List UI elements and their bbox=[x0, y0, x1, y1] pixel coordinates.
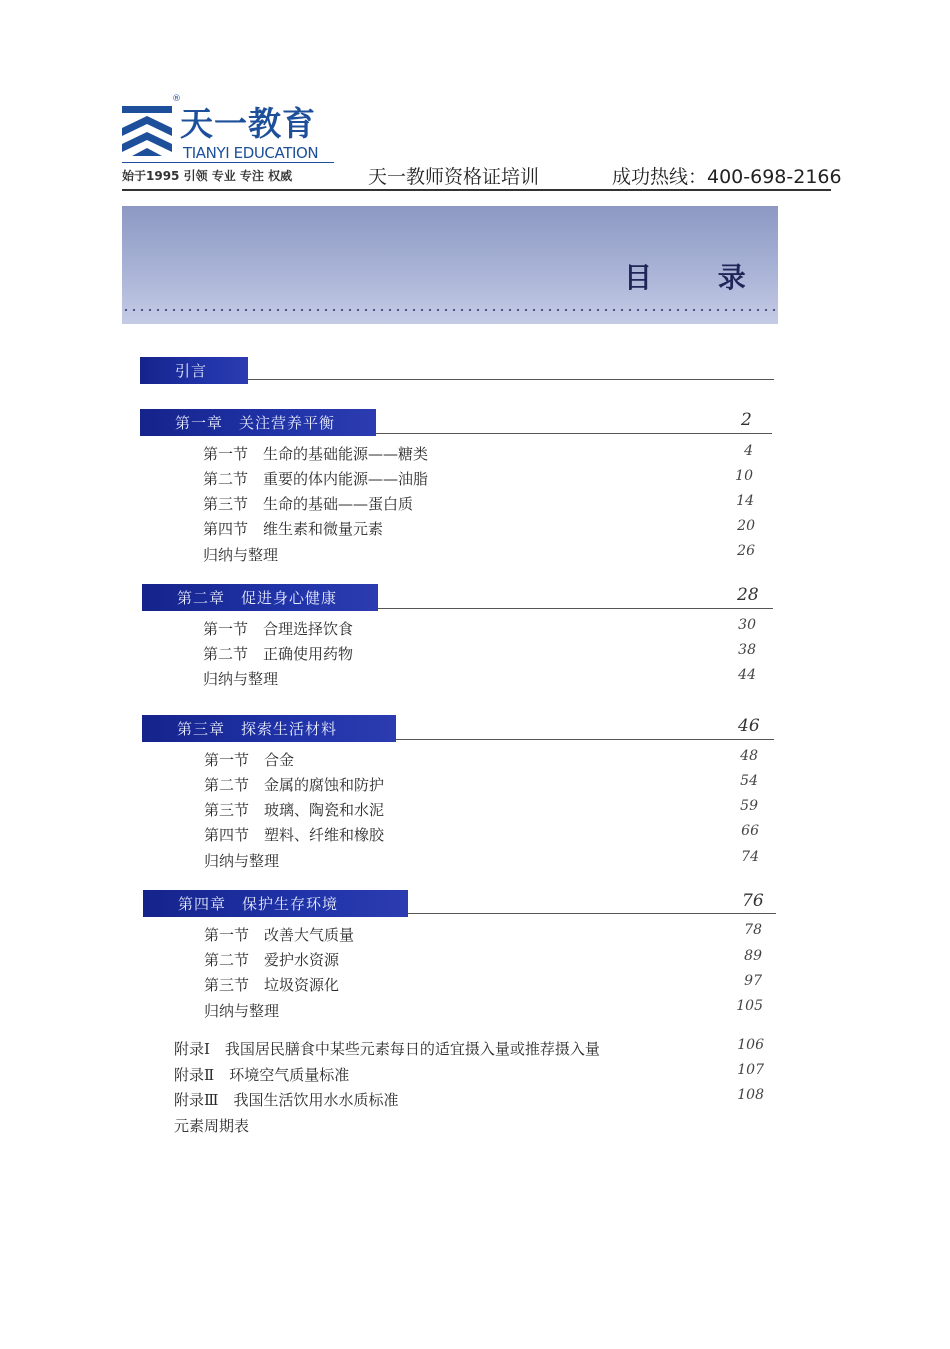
chapter-3-bar bbox=[142, 715, 396, 742]
section-label: 第二节 重要的体内能源——油脂 bbox=[203, 470, 429, 488]
chapter-2-rule bbox=[378, 608, 773, 609]
chapter-2-label: 第二章 促进身心健康 bbox=[177, 589, 338, 607]
section-label: 第二节 爱护水资源 bbox=[204, 951, 340, 969]
section-label: 归纳与整理 bbox=[203, 546, 279, 564]
hotline-text: 成功热线：400-698-2166 bbox=[612, 166, 842, 188]
appendix-page: 108 bbox=[737, 1087, 764, 1103]
appendix-label: 元素周期表 bbox=[174, 1117, 250, 1135]
tianyi-logo-icon bbox=[122, 104, 172, 160]
chapter-3-label: 第三章 探索生活材料 bbox=[177, 720, 338, 738]
section-label: 第四节 塑料、纤维和橡胶 bbox=[204, 826, 385, 844]
section-label: 第三节 生命的基础——蛋白质 bbox=[203, 495, 414, 513]
chapter-4-page: 76 bbox=[742, 891, 764, 911]
section-label: 第四节 维生素和微量元素 bbox=[203, 520, 384, 538]
chapter-2-bar bbox=[142, 584, 378, 611]
section-page: 44 bbox=[738, 667, 756, 683]
chapter-1-bar bbox=[140, 409, 376, 436]
section-page: 74 bbox=[741, 849, 759, 865]
section-page: 66 bbox=[741, 823, 759, 839]
section-page: 14 bbox=[736, 493, 754, 509]
section-label: 第三节 垃圾资源化 bbox=[204, 976, 340, 994]
section-page: 4 bbox=[744, 443, 753, 459]
dotted-rule bbox=[122, 309, 778, 311]
appendix-label: 附录Ⅱ 环境空气质量标准 bbox=[174, 1066, 350, 1084]
section-page: 20 bbox=[737, 518, 755, 534]
intro-rule bbox=[248, 379, 774, 380]
chapter-1-page: 2 bbox=[741, 410, 752, 430]
registered-mark: ® bbox=[172, 94, 181, 104]
section-label: 第一节 合理选择饮食 bbox=[203, 620, 354, 638]
section-page: 59 bbox=[740, 798, 758, 814]
chapter-2-page: 28 bbox=[737, 585, 759, 605]
section-page: 38 bbox=[738, 642, 756, 658]
section-label: 第一节 合金 bbox=[204, 751, 295, 769]
chapter-1-rule bbox=[376, 433, 772, 434]
section-page: 97 bbox=[744, 973, 762, 989]
toc-title: 目 录 bbox=[624, 261, 774, 294]
brand-name-en: TIANYI EDUCATION bbox=[183, 144, 319, 162]
header-rule bbox=[122, 189, 831, 191]
section-label: 归纳与整理 bbox=[204, 1002, 280, 1020]
section-label: 第一节 改善大气质量 bbox=[204, 926, 355, 944]
chapter-4-rule bbox=[408, 913, 776, 914]
brand-divider bbox=[122, 162, 334, 163]
brand-name-cn: 天一教育 bbox=[180, 104, 316, 143]
section-page: 30 bbox=[738, 617, 756, 633]
appendix-page: 106 bbox=[737, 1037, 764, 1053]
intro-bar bbox=[140, 357, 248, 384]
section-label: 第三节 玻璃、陶瓷和水泥 bbox=[204, 801, 385, 819]
chapter-4-bar bbox=[143, 890, 408, 917]
section-page: 54 bbox=[740, 773, 758, 789]
section-label: 归纳与整理 bbox=[204, 852, 280, 870]
section-page: 26 bbox=[737, 543, 755, 559]
appendix-page: 107 bbox=[737, 1062, 764, 1078]
section-page: 10 bbox=[735, 468, 753, 484]
appendix-label: 附录Ⅲ 我国生活饮用水水质标准 bbox=[174, 1091, 399, 1109]
header-center-text: 天一教师资格证培训 bbox=[368, 166, 540, 188]
chapter-3-rule bbox=[396, 739, 774, 740]
chapter-1-label: 第一章 关注营养平衡 bbox=[175, 414, 336, 432]
chapter-4-label: 第四章 保护生存环境 bbox=[178, 895, 339, 913]
section-label: 第二节 金属的腐蚀和防护 bbox=[204, 776, 385, 794]
intro-label: 引言 bbox=[175, 362, 208, 380]
section-page: 78 bbox=[744, 922, 762, 938]
chapter-3-page: 46 bbox=[738, 716, 760, 736]
section-label: 归纳与整理 bbox=[203, 670, 279, 688]
section-page: 105 bbox=[736, 998, 763, 1014]
section-label: 第一节 生命的基础能源——糖类 bbox=[203, 445, 429, 463]
section-page: 48 bbox=[740, 748, 758, 764]
appendix-label: 附录Ⅰ 我国居民膳食中某些元素每日的适宜摄入量或推荐摄入量 bbox=[174, 1040, 600, 1058]
brand-slogan: 始于1995 引领 专业 专注 权威 bbox=[122, 169, 293, 183]
section-page: 89 bbox=[744, 948, 762, 964]
section-label: 第二节 正确使用药物 bbox=[203, 645, 354, 663]
